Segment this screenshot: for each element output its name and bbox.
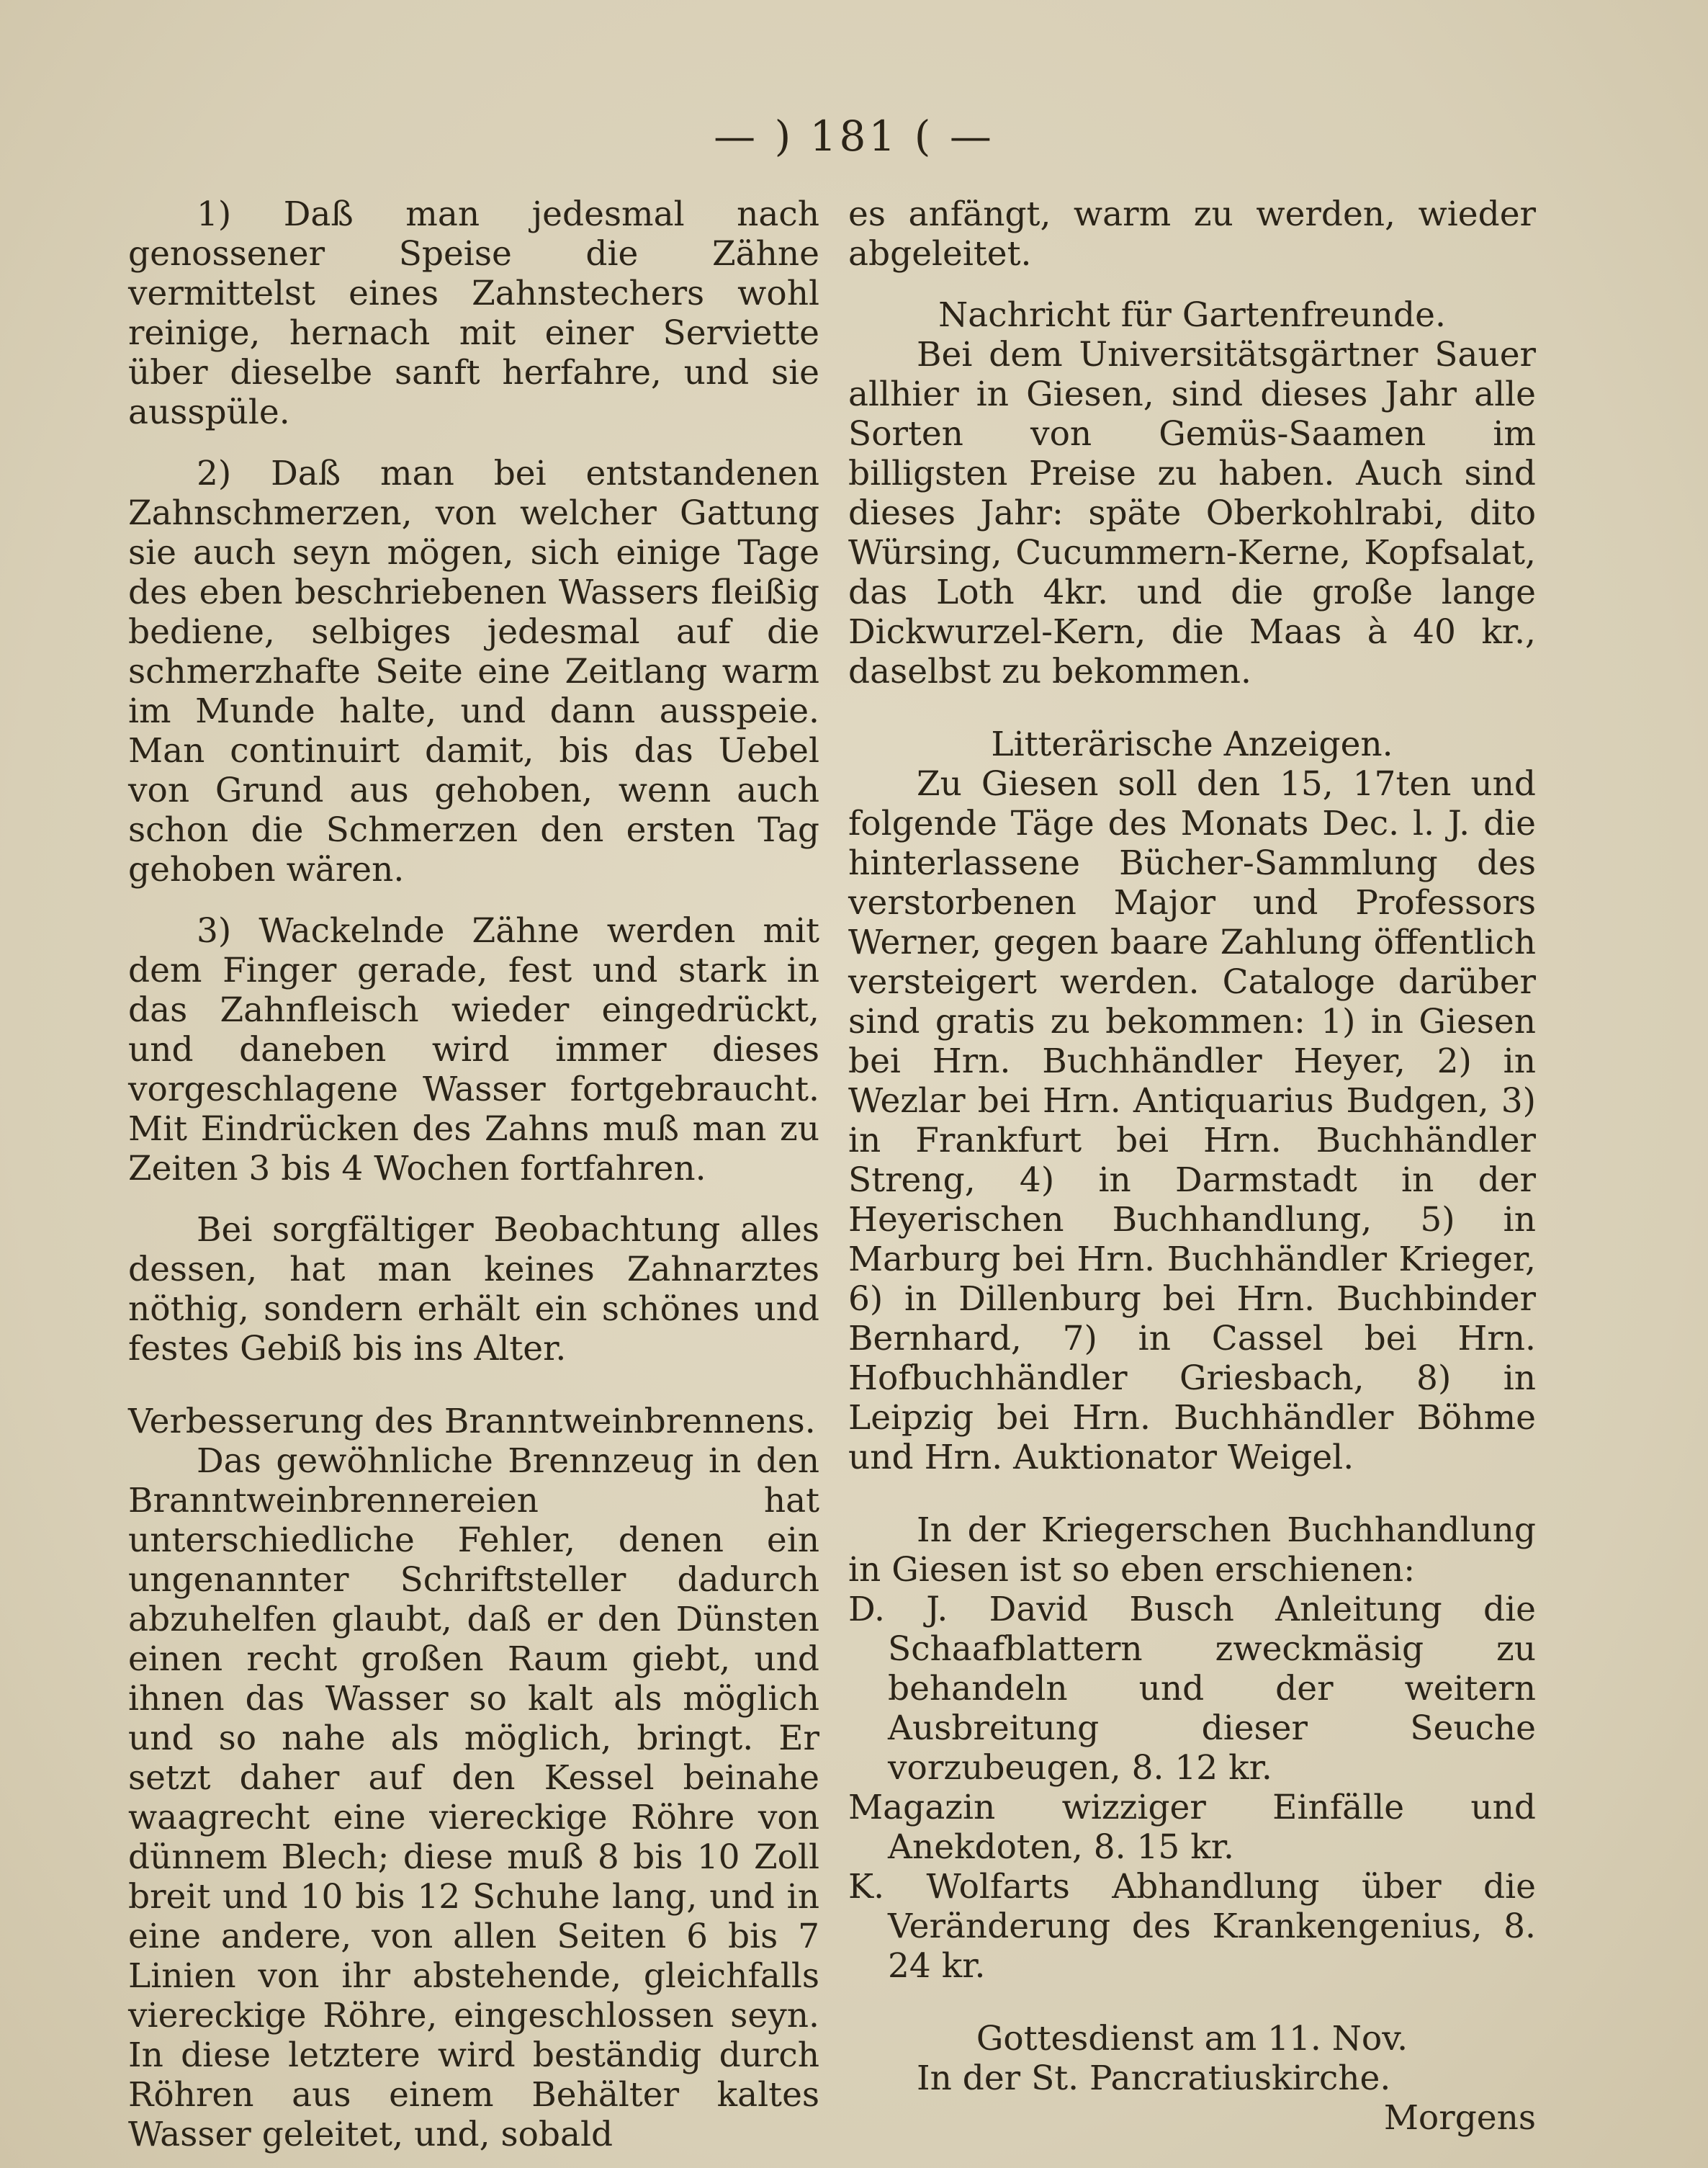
heading-litterarische: Litterärische Anzeigen. bbox=[991, 725, 1393, 764]
heading-gartenfreunde: Nachricht für Gartenfreunde. bbox=[938, 295, 1446, 335]
paragraph-krieger-bookshop: In der Kriegerschen Buchhandlung in Giesen ist so eben erschienen: bbox=[848, 1510, 1536, 1590]
left-column bbox=[128, 194, 819, 2154]
right-column bbox=[848, 194, 1536, 2138]
heading-branntwein: Verbesserung des Branntweinbrennens. bbox=[128, 1402, 816, 1441]
catchword: Morgens bbox=[1383, 2098, 1536, 2138]
paragraph-garden-notice: Bei dem Universitätsgärtner Sauer allhier in Giesen, sind dieses Jahr alle Sorten von Gemüs-Saamen im billigsten Preise zu haben. Auch sind dieses Jahr: späte Oberkohlrabi, dito Würsing, Cucummern-Kerne, Kopfsalat, das Loth 4kr. und die große lange Dickwurzel-Kern, die Maas à 40 kr., daselbst zu bekommen. bbox=[848, 335, 1536, 691]
paragraph-book-auction: Zu Giesen soll den 15, 17ten und folgende Täge des Monats Dec. l. J. die hinterlassene Bücher-Sammlung des verstorbenen Major und Professors Werner, gegen baare Zahlung öffentlich versteigert werden. Cataloge darüber sind gratis zu bekommen: 1) in Giesen bei Hrn. Buchhändler Heyer, 2) in Wezlar bei Hrn. Antiquarius Budgen, 3) in Frankfurt bei Hrn. Buchhändler Streng, 4) in Darmstadt in der Heyerischen Buchhandlung, 5) in Marburg bei Hrn. Buchhändler Krieger, 6) in Dillenburg bei Hrn. Buchbinder Bernhard, 7) in Cassel bei Hrn. Hofbuchhändler Griesbach, 8) in Leipzig bei Hrn. Buchhändler Böhme und Hrn. Auktionator Weigel. bbox=[848, 764, 1536, 1477]
paragraph-toothache: 2) Daß man bei entstandenen Zahnschmerzen, von welcher Gattung sie auch seyn mögen, sich einige Tage des eben beschriebenen Wassers fleißig bediene, selbiges jedesmal auf die schmerzhafte Seite eine Zeitlang warm im Munde halte, und dann ausspeie. Man continuirt damit, bis das Uebel von Grund aus gehoben, wenn auch schon die Schmerzen den ersten Tag gehoben wären. bbox=[128, 454, 819, 890]
paragraph-branntwein: Das gewöhnliche Brennzeug in den Branntweinbrennereien hat unterschiedliche Fehler, denen ein ungenannter Schriftsteller dadurch abzuhelfen glaubt, daß er den Dünsten einen recht großen Raum giebt, und ihnen das Wasser so kalt als möglich und so nahe als möglich, bringt. Er setzt daher auf den Kessel beinahe waagrecht eine viereckige Röhre von dünnem Blech; diese muß 8 bis 10 Zoll breit und 10 bis 12 Schuhe lang, und in eine andere, von allen Seiten 6 bis 7 Linien von ihr abstehende, gleichfalls viereckige Röhre, eingeschlossen seyn. In diese letztere wird beständig durch Röhren aus einem Behälter kaltes Wasser geleitet, und, sobald bbox=[128, 1441, 819, 2154]
list-item-magazin: Magazin wizziger Einfälle und Anekdoten, 8. 15 kr. bbox=[848, 1788, 1536, 1867]
list-item-wolfart: K. Wolfarts Abhandlung über die Veränderung des Krankengenius, 8. 24 kr. bbox=[848, 1867, 1536, 1986]
paragraph-continuation: es anfängt, warm zu werden, wieder abgeleitet. bbox=[848, 194, 1536, 274]
page-number: — ) 181 ( — bbox=[714, 112, 994, 161]
list-item-busch: D. J. David Busch Anleitung die Schaafblattern zweckmäsig zu behandeln und der weitern Ausbreitung dieser Seuche vorzubeugen, 8. 12 kr. bbox=[848, 1590, 1536, 1788]
paragraph-loose-teeth: 3) Wackelnde Zähne werden mit dem Finger gerade, fest und stark in das Zahnfleisch wieder eingedrückt, und daneben wird immer dieses vorgeschlagene Wasser fortgebraucht. Mit Eindrücken des Zahns muß man zu Zeiten 3 bis 4 Wochen fortfahren. bbox=[128, 911, 819, 1188]
paragraph-church: In der St. Pancratiuskirche. bbox=[917, 2059, 1391, 2098]
paragraph-observation: Bei sorgfältiger Beobachtung alles dessen, hat man keines Zahnarztes nöthig, sondern erhält ein schönes und festes Gebiß bis ins Alter. bbox=[128, 1210, 819, 1369]
paragraph-tooth-cleaning: 1) Daß man jedesmal nach genossener Speise die Zähne vermittelst eines Zahnstechers wohl reinige, hernach mit einer Serviette über dieselbe sanft herfahre, und sie ausspüle. bbox=[128, 194, 819, 432]
heading-gottesdienst: Gottesdienst am 11. Nov. bbox=[976, 2019, 1408, 2059]
